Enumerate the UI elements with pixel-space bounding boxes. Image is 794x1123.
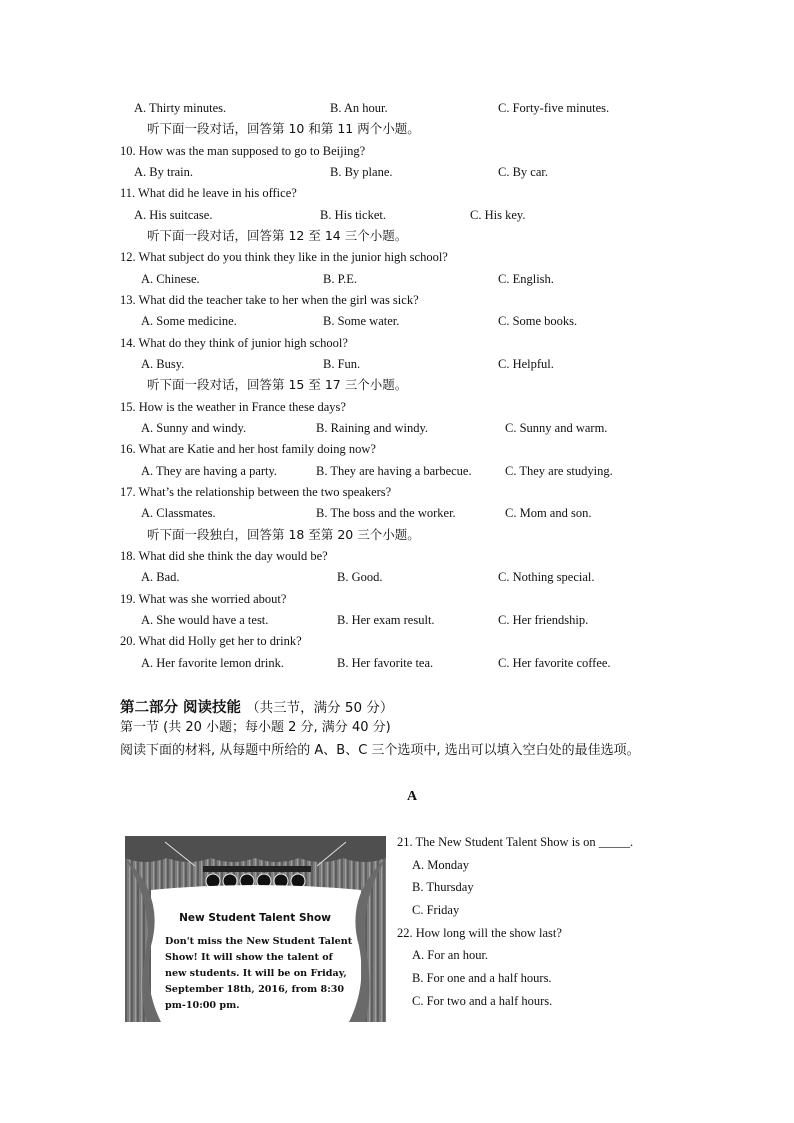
q20-option-b: B. Her favorite tea.	[337, 656, 434, 670]
q13-option-b: B. Some water.	[323, 314, 400, 328]
poster-body: Don't miss the New Student Talent Show! It will show the talent of new students. It will be on Friday, September 18th, 2016, from 8:30 pm-10:00 pm.	[165, 936, 353, 1011]
q21-question: 21. The New Student Talent Show is on _____.	[397, 835, 634, 849]
q18-option-b: B. Good.	[337, 570, 383, 584]
q18-option-c: C. Nothing special.	[498, 570, 595, 584]
q9-option-a: A. Thirty minutes.	[134, 101, 227, 115]
q17-question: 17. What’s the relationship between the two speakers?	[120, 485, 392, 499]
q12-option-a: A. Chinese.	[141, 272, 200, 286]
q21-option-b: B. Thursday	[412, 880, 474, 894]
q9-option-b: B. An hour.	[330, 101, 388, 115]
passage-label: A	[407, 789, 418, 804]
section1-heading: 第一节 (共 20 小题；每小题 2 分, 满分 40 分)	[120, 720, 391, 735]
q10-option-a: A. By train.	[134, 165, 194, 179]
q11-option-c: C. His key.	[470, 208, 526, 222]
q13-option-a: A. Some medicine.	[141, 314, 237, 328]
q11-option-a: A. His suitcase.	[134, 208, 213, 222]
q20-option-a: A. Her favorite lemon drink.	[141, 656, 285, 670]
q15-option-c: C. Sunny and warm.	[505, 421, 608, 435]
q19-option-c: C. Her friendship.	[498, 613, 589, 627]
q19-option-b: B. Her exam result.	[337, 613, 435, 627]
q10-question: 10. How was the man supposed to go to Beijing?	[120, 144, 366, 158]
q10-option-c: C. By car.	[498, 165, 548, 179]
part2-note: （共三节，满分 50 分）	[246, 700, 394, 716]
q16-option-c: C. They are studying.	[505, 464, 613, 478]
q21-option-c: C. Friday	[412, 903, 460, 917]
q20-option-c: C. Her favorite coffee.	[498, 656, 611, 670]
q13-question: 13. What did the teacher take to her when the girl was sick?	[120, 293, 419, 307]
q13-option-c: C. Some books.	[498, 314, 578, 328]
q20-question: 20. What did Holly get her to drink?	[120, 634, 302, 648]
q14-option-c: C. Helpful.	[498, 357, 554, 371]
q16-option-b: B. They are having a barbecue.	[316, 464, 472, 478]
q18-option-a: A. Bad.	[141, 570, 180, 584]
q22-option-c: C. For two and a half hours.	[412, 994, 553, 1008]
q11-option-b: B. His ticket.	[320, 208, 386, 222]
q12-option-b: B. P.E.	[323, 272, 358, 286]
q19-option-a: A. She would have a test.	[141, 613, 269, 627]
directions-12-14: 听下面一段对话，回答第 12 至 14 三个小题。	[147, 228, 408, 243]
q14-question: 14. What do they think of junior high school?	[120, 336, 348, 350]
q15-option-b: B. Raining and windy.	[316, 421, 429, 435]
q22-option-b: B. For one and a half hours.	[412, 971, 552, 985]
q16-question: 16. What are Katie and her host family doing now?	[120, 442, 376, 456]
directions-10-11: 听下面一段对话，回答第 10 和第 11 两个小题。	[147, 121, 420, 136]
directions-18-20: 听下面一段独白，回答第 18 至第 20 三个小题。	[147, 527, 420, 542]
q12-option-c: C. English.	[498, 272, 554, 286]
q14-option-a: A. Busy.	[141, 357, 185, 371]
q17-option-c: C. Mom and son.	[505, 506, 592, 520]
q22-question: 22. How long will the show last?	[397, 926, 562, 940]
q17-option-b: B. The boss and the worker.	[316, 506, 456, 520]
part2-title: 第二部分 阅读技能	[120, 700, 242, 716]
part2-heading	[120, 696, 393, 717]
poster-title: New Student Talent Show	[179, 912, 331, 924]
q15-option-a: A. Sunny and windy.	[141, 421, 247, 435]
q14-option-b: B. Fun.	[323, 357, 361, 371]
directions-15-17: 听下面一段对话，回答第 15 至 17 三个小题。	[147, 377, 408, 392]
q17-option-a: A. Classmates.	[141, 506, 216, 520]
q21-option-a: A. Monday	[412, 858, 469, 872]
q18-question: 18. What did she think the day would be?	[120, 549, 328, 563]
q15-question: 15. How is the weather in France these days?	[120, 400, 346, 414]
talent-show-poster	[125, 836, 386, 1022]
q11-question: 11. What did he leave in his office?	[120, 186, 297, 200]
q10-option-b: B. By plane.	[330, 165, 393, 179]
q16-option-a: A. They are having a party.	[141, 464, 278, 478]
q22-option-a: A. For an hour.	[412, 948, 489, 962]
q19-question: 19. What was she worried about?	[120, 592, 287, 606]
q12-question: 12. What subject do you think they like in the junior high school?	[120, 250, 448, 264]
reading-instructions: 阅读下面的材料, 从每题中所给的 A、B、C 三个选项中, 选出可以填入空白处的最佳选项。	[120, 743, 640, 758]
q9-option-c: C. Forty-five minutes.	[498, 101, 610, 115]
